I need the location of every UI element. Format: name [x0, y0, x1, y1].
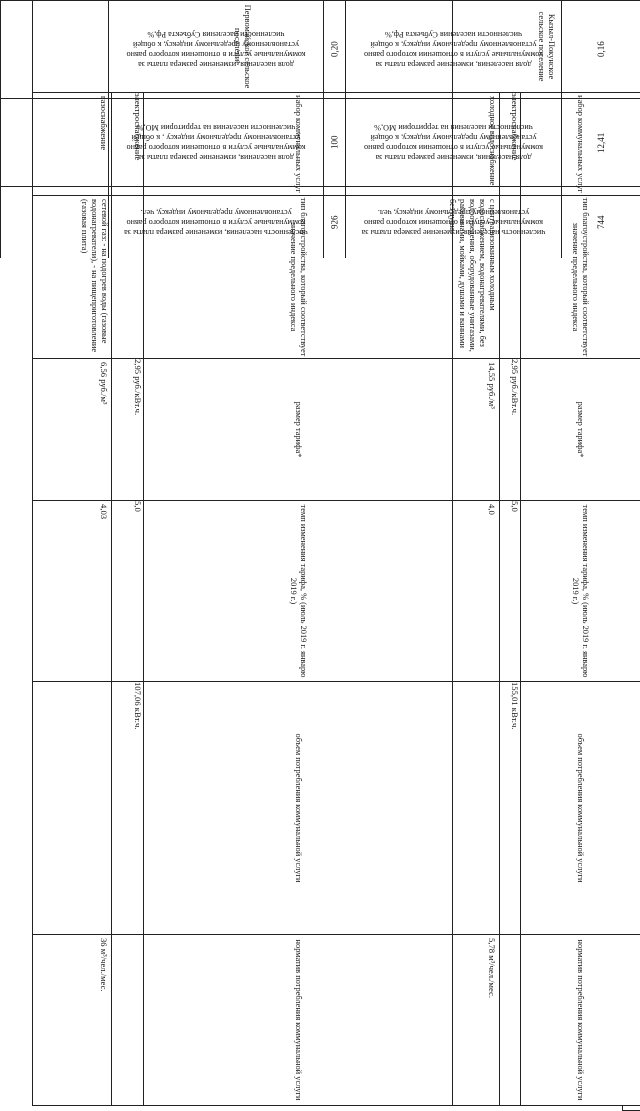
service-name: электроснабжение [499, 93, 520, 196]
improvement-empty [499, 196, 520, 359]
summary-value-text: 926 [329, 215, 340, 230]
rate-value: 4,0 [452, 501, 499, 682]
summary-header-share_mo: доля населения, изменение размера платы за коммунальные услуги в отношении которого равно установленному предельному индексу , к общей численности населения на территории МО,% [108, 98, 323, 186]
header-label: объем потребления коммунальной услуги [294, 733, 303, 883]
service-name: электроснабжение [111, 93, 143, 196]
spacer [622, 1106, 640, 1111]
summary-header-share_rf: доля населения, изменение размера платы за коммунальные услуги в отношении которого равно установленному предельному индексу, к общей численности населения Субъекта Рф,% [108, 0, 323, 98]
settlement-name: Кызыл-Покунское сельское поселение [537, 11, 557, 82]
norm-empty [499, 935, 520, 1106]
header-label: объем потребления коммунальной услуги [576, 733, 586, 883]
volume-value: 155,01 кВт.ч. [499, 682, 520, 935]
volume-empty [452, 682, 499, 935]
header-label: темп изменения тарифа, % (июль 2019 г. январю 2019 г.) [289, 504, 308, 678]
header-label: набор коммунальных услуг [576, 95, 586, 193]
header-label: темп изменения тарифа, % (июль 2019 г. январю 2019 г.) [571, 504, 591, 678]
summary-header-share_rf: доля населения, изменение размера платы за коммунальные услуги в отношении которого равно установленному предельному индексу, к общей численности населения Субъекта Рф,% [345, 0, 561, 98]
rate-value: 4,03 [32, 501, 111, 682]
header-improvement [520, 196, 640, 359]
summary-header-count: численность населения, изменение размера платы за коммунальные услуги в отношении которого равно установленному предельному индексу, чел. [345, 186, 561, 258]
summary-header-share_mo: доля населения, изменение размера платы за коммунальные услуги в отношении которого равно установленному предельному индексу, к общей численности населения на территории МО,% [345, 98, 561, 186]
header-label: набор коммунальных услуг [294, 95, 303, 193]
summary-header-count: численность населения, изменение размера платы за коммунальные услуги в отношении которого равно установленному предельному индексу, чел. [108, 186, 323, 258]
header-label: размер тарифа* [294, 401, 303, 458]
tariff-value: 2,95 руб./кВт.ч. [111, 359, 143, 501]
improvement-empty [111, 196, 143, 359]
norm-value: 5,78 м³/чел./мес. [452, 935, 499, 1106]
header-label: тип благоустройства, который соответствует значение предельного индекса [571, 197, 591, 357]
header-volume [143, 682, 452, 935]
summary-value-text: 100 [329, 135, 340, 150]
tariff-value: 6,56 руб./м³ [32, 359, 111, 501]
header-improvement [143, 196, 452, 359]
rate-value: 5,0 [111, 501, 143, 682]
norm-empty [111, 935, 143, 1106]
tariff-value: 2,95 руб./кВт.ч. [499, 359, 520, 501]
rate-value: 5,0 [499, 501, 520, 682]
improvement-value: сетевой газ: - на подогрев воды (газовые водонагреватели), - на пищеприготовление (газовая плита) [32, 196, 111, 359]
improvement-value: с централизованным холодным водоснабжением, водонагревателями, без водоотведения, оборудованные унитазами, раковинами, мойками, душами и ваннами без душа [452, 196, 499, 359]
header-label: норматив потребления коммунальной услуги [294, 939, 303, 1101]
volume-empty [32, 682, 111, 935]
header-volume [520, 682, 640, 935]
norm-value: 36 м³/чел./мес. [32, 935, 111, 1106]
service-name: холодное водоснабжение [452, 93, 499, 196]
header-rate [520, 501, 640, 682]
header-tariff [143, 359, 452, 501]
settlement-name-cell [452, 1, 640, 93]
settlement-name-cell [32, 1, 452, 93]
summary-value-text: 0,20 [329, 41, 340, 58]
header-label: размер тарифа* [576, 401, 586, 458]
settlement-name: Первомайское сельское поселение [233, 4, 253, 89]
header-label: тип благоустройства, который соответствует значение предельного индекса [289, 197, 308, 357]
header-tariff [520, 359, 640, 501]
header-norm [520, 935, 640, 1106]
summary-value-text: 12,41 [596, 132, 606, 153]
tariff-value: 14,55 руб./м³ [452, 359, 499, 501]
header-service-set [143, 93, 452, 196]
volume-value: 107,06 кВт.ч. [111, 682, 143, 935]
summary-value-text: 0,16 [596, 41, 606, 58]
header-rate [143, 501, 452, 682]
header-service-set [520, 93, 640, 196]
service-name: газоснабжение [32, 93, 111, 196]
header-label: норматив потребления коммунальной услуги [576, 939, 586, 1101]
header-norm [143, 935, 452, 1106]
summary-value-text: 744 [596, 215, 606, 230]
